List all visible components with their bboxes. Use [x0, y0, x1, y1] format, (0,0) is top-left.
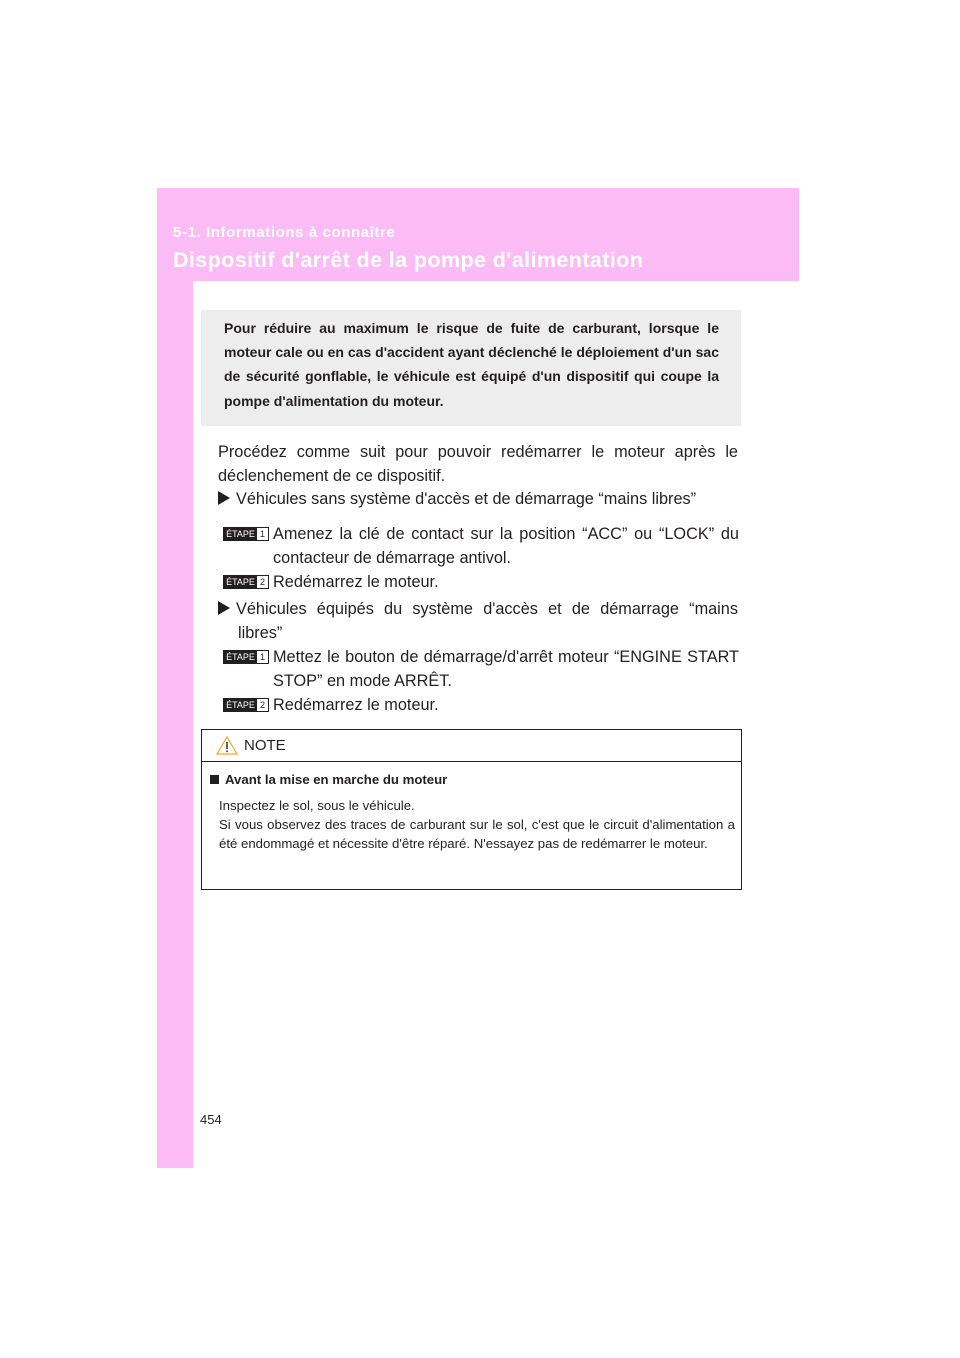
intro-text: Pour réduire au maximum le risque de fuite de carburant, lorsque le moteur cale ou en cas d'accident ayant déclenché le déploiement d'un sac de sécurité gonflable, le véhicule est équipé d'un dispositif qui coupe la pompe d'alimentation du moteur.	[224, 320, 719, 409]
note-subheading	[210, 772, 447, 787]
note-line-1: Inspectez le sol, sous le véhicule.	[219, 798, 415, 813]
step-badge	[223, 650, 269, 664]
square-bullet-icon	[210, 775, 219, 784]
side-strip	[157, 188, 193, 1168]
triangle-bullet-icon	[218, 601, 230, 615]
step-badge	[223, 698, 269, 712]
step-badge-word: ÉTAPE	[224, 651, 257, 663]
note-label: NOTE	[244, 737, 286, 754]
step-badge-number: 1	[257, 651, 268, 663]
page-title: Dispositif d'arrêt de la pompe d'alimentation	[173, 248, 644, 272]
variant-heading-2	[218, 598, 738, 645]
note-line-2: Si vous observez des traces de carburant sur le sol, c'est que le circuit d'alimentation a été endommagé et nécessite d'être réparé. N'essayez pas de redémarrer le moteur.	[219, 817, 735, 851]
step-badge-word: ÉTAPE	[224, 528, 257, 540]
step-badge-number: 2	[257, 699, 268, 711]
step-badge	[223, 575, 269, 589]
page-number: 454	[200, 1112, 222, 1127]
step-badge-number: 1	[257, 528, 268, 540]
note-header	[202, 730, 741, 762]
variant-heading-1-text: Véhicules sans système d'accès et de démarrage “mains libres”	[236, 490, 697, 508]
step-text: Redémarrez le moteur.	[273, 696, 439, 714]
note-box	[201, 729, 742, 890]
note-subheading-text: Avant la mise en marche du moteur	[225, 772, 448, 787]
warning-icon	[216, 736, 238, 755]
triangle-bullet-icon	[218, 491, 230, 505]
step-text: Amenez la clé de contact sur la position “ACC” ou “LOCK” du contacteur de démarrage antivol.	[273, 525, 739, 567]
step-badge	[223, 527, 269, 541]
step-badge-number: 2	[257, 576, 268, 588]
step-text: Redémarrez le moteur.	[273, 573, 439, 591]
intro-box	[201, 310, 741, 426]
note-text	[219, 796, 735, 853]
variant-heading-2-text: Véhicules équipés du système d'accès et de démarrage “mains libres”	[236, 600, 738, 642]
variant-heading-1	[218, 488, 738, 512]
intro-paragraph: Procédez comme suit pour pouvoir redémarrer le moteur après le déclenchement de ce dispositif.	[218, 443, 738, 485]
step-badge-word: ÉTAPE	[224, 699, 257, 711]
step-badge-word: ÉTAPE	[224, 576, 257, 588]
step-text: Mettez le bouton de démarrage/d'arrêt moteur “ENGINE START STOP” en mode ARRÊT.	[273, 648, 739, 690]
section-label: 5-1. Informations à connaître	[173, 224, 396, 241]
